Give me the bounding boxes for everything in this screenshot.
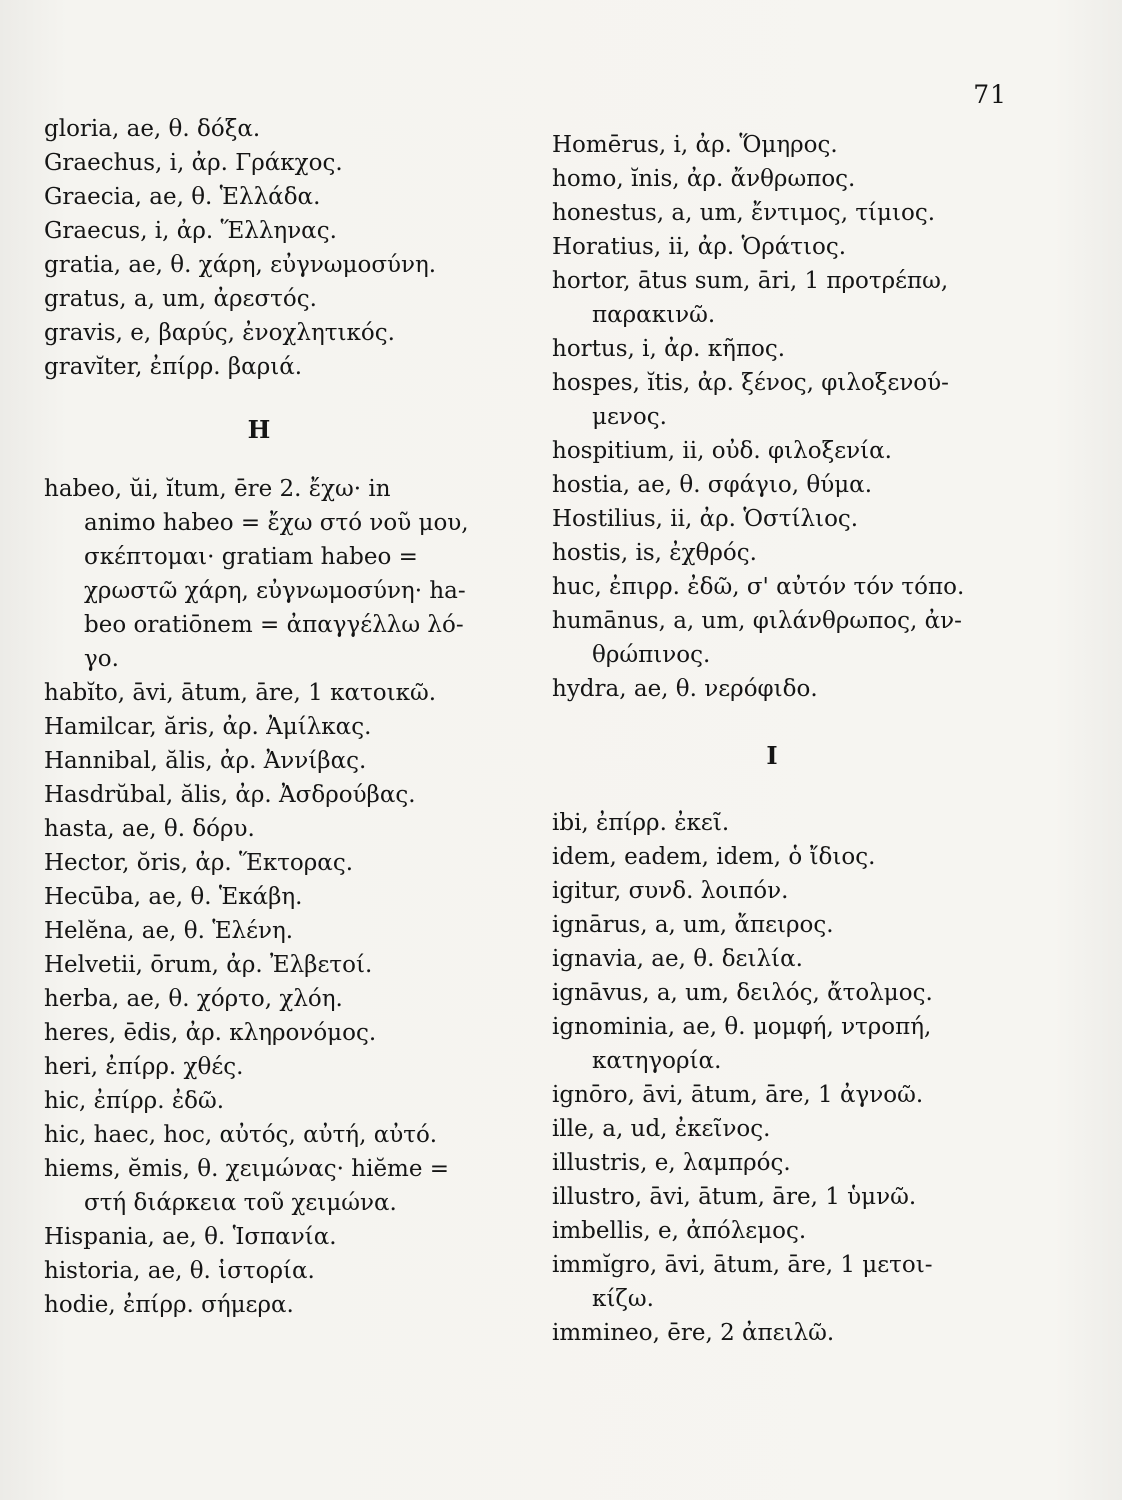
dictionary-entry: hostis, is, ἐχθρός. (552, 540, 757, 566)
dictionary-entry: hic, ἐπίρρ. ἐδῶ. (44, 1088, 225, 1114)
entry-group-g (44, 112, 534, 384)
dictionary-entry: Graecia, ae, θ. Ἑλλάδα. (44, 184, 321, 210)
section-heading-i: I (766, 741, 778, 770)
dictionary-entry: habĭto, āvi, ātum, āre, 1 κατοικῶ. (44, 680, 437, 706)
dictionary-entry-continuation: στή διάρκεια τοῦ χειμώνα. (84, 1190, 397, 1216)
dictionary-entry: Horatius, ii, ἀρ. Ὁράτιος. (552, 234, 847, 260)
dictionary-entry: homo, ĭnis, ἀρ. ἄνθρωπος. (552, 166, 856, 192)
dictionary-entry: historia, ae, θ. ἱστορία. (44, 1258, 315, 1284)
right-column (552, 128, 1022, 1350)
dictionary-entry: huc, ἐπιρρ. ἐδῶ, σ' αὐτόν τόν τόπο. (552, 574, 965, 600)
dictionary-entry: habeo, ŭi, ĭtum, ēre 2. ἔχω· in (44, 476, 391, 502)
dictionary-entry: hortus, i, ἀρ. κῆπος. (552, 336, 786, 362)
dictionary-entry: Helĕna, ae, θ. Ἑλένη. (44, 918, 294, 944)
dictionary-entry: gratia, ae, θ. χάρη, εὐγνωμοσύνη. (44, 252, 437, 278)
dictionary-entry: imbellis, e, ἀπόλεμος. (552, 1218, 807, 1244)
dictionary-entry: hic, haec, hoc, αὐτός, αὐτή, αὐτό. (44, 1122, 438, 1148)
dictionary-entry: Hamilcar, ăris, ἀρ. Ἀμίλκας. (44, 714, 372, 740)
dictionary-entry-continuation: παρακινῶ. (592, 302, 716, 328)
dictionary-entry: Hispania, ae, θ. Ἱσπανία. (44, 1224, 337, 1250)
dictionary-entry: immĭgro, āvi, ātum, āre, 1 μετοι- (552, 1252, 933, 1278)
dictionary-entry: hospitium, ii, οὐδ. φιλοξενία. (552, 438, 892, 464)
dictionary-entry: Graecus, i, ἀρ. Ἕλληνας. (44, 218, 337, 244)
entry-group-h-continued (552, 128, 1022, 706)
dictionary-entry: hodie, ἐπίρρ. σήμερα. (44, 1292, 294, 1318)
dictionary-entry: immineo, ēre, 2 ἀπειλῶ. (552, 1320, 835, 1346)
dictionary-entry: ignavia, ae, θ. δειλία. (552, 946, 803, 972)
dictionary-entry: Hector, ŏris, ἀρ. Ἕκτορας. (44, 850, 354, 876)
dictionary-entry: idem, eadem, idem, ὁ ἴδιος. (552, 844, 876, 870)
dictionary-entry: hydra, ae, θ. νερόφιδο. (552, 676, 818, 702)
dictionary-entry: heri, ἐπίρρ. χθές. (44, 1054, 244, 1080)
dictionary-entry: igitur, συνδ. λοιπόν. (552, 878, 789, 904)
dictionary-entry: heres, ēdis, ἀρ. κληρονόμος. (44, 1020, 377, 1046)
dictionary-entry: hiems, ĕmis, θ. χειμώνας· hiĕme = (44, 1156, 450, 1182)
dictionary-entry: ibi, ἐπίρρ. ἐκεῖ. (552, 810, 730, 836)
dictionary-entry: Helvetii, ōrum, ἀρ. Ἐλβετοί. (44, 952, 373, 978)
dictionary-entry: Hasdrŭbal, ălis, ἀρ. Ἀσδρούβας. (44, 782, 416, 808)
dictionary-entry: Hostilius, ii, ἀρ. Ὁστίλιος. (552, 506, 859, 532)
dictionary-entry: ignārus, a, um, ἄπειρος. (552, 912, 834, 938)
dictionary-entry: hostia, ae, θ. σφάγιο, θύμα. (552, 472, 873, 498)
dictionary-entry-continuation: beo oratiōnem = ἀπαγγέλλω λό- (84, 612, 464, 638)
dictionary-entry: ille, a, ud, ἐκεῖνος. (552, 1116, 771, 1142)
dictionary-entry-continuation: κίζω. (592, 1286, 654, 1312)
dictionary-entry: hortor, ātus sum, āri, 1 προτρέπω, (552, 268, 949, 294)
dictionary-entry-continuation: κατηγορία. (592, 1048, 722, 1074)
dictionary-entry: illustris, e, λαμπρός. (552, 1150, 791, 1176)
dictionary-entry-continuation: θρώπινος. (592, 642, 711, 668)
dictionary-entry: ignōro, āvi, ātum, āre, 1 ἀγνοῶ. (552, 1082, 924, 1108)
dictionary-entry: illustro, āvi, ātum, āre, 1 ὑμνῶ. (552, 1184, 917, 1210)
dictionary-entry: gloria, ae, θ. δόξα. (44, 116, 261, 142)
dictionary-entry: Graechus, i, ἀρ. Γράκχος. (44, 150, 343, 176)
dictionary-entry: hasta, ae, θ. δόρυ. (44, 816, 255, 842)
dictionary-entry: gravĭter, ἐπίρρ. βαριά. (44, 354, 303, 380)
dictionary-entry: herba, ae, θ. χόρτο, χλόη. (44, 986, 343, 1012)
dictionary-entry: ignominia, ae, θ. μομφή, ντροπή, (552, 1014, 932, 1040)
left-column (44, 112, 534, 1322)
dictionary-entry: ignāvus, a, um, δειλός, ἄτολμος. (552, 980, 933, 1006)
dictionary-entry: gravis, e, βαρύς, ἐνοχλητικός. (44, 320, 395, 346)
dictionary-entry-continuation: χρωστῶ χάρη, εὐγνωμοσύνη· ha- (84, 578, 466, 604)
dictionary-entry: Homērus, i, ἀρ. Ὅμηρος. (552, 132, 838, 158)
page-number: 71 (973, 80, 1007, 109)
dictionary-entry: humānus, a, um, φιλάνθρωπος, ἀν- (552, 608, 962, 634)
dictionary-entry: Hecūba, ae, θ. Ἑκάβη. (44, 884, 303, 910)
dictionary-entry-continuation: σκέπτομαι· gratiam habeo = (84, 544, 418, 570)
section-heading-h: H (247, 415, 271, 444)
dictionary-entry: Hannibal, ălis, ἀρ. Ἀννίβας. (44, 748, 367, 774)
entry-group-h (44, 472, 534, 1322)
dictionary-entry: honestus, a, um, ἔντιμος, τίμιος. (552, 200, 936, 226)
dictionary-entry-continuation: γο. (84, 646, 119, 672)
entry-group-i (552, 806, 1022, 1350)
dictionary-entry-continuation: μενος. (592, 404, 667, 430)
dictionary-entry: gratus, a, um, ἀρεστός. (44, 286, 317, 312)
dictionary-entry: hospes, ĭtis, ἀρ. ξένος, φιλοξενού- (552, 370, 949, 396)
dictionary-entry-continuation: animo habeo = ἔχω στό νοῦ μου, (84, 510, 469, 536)
